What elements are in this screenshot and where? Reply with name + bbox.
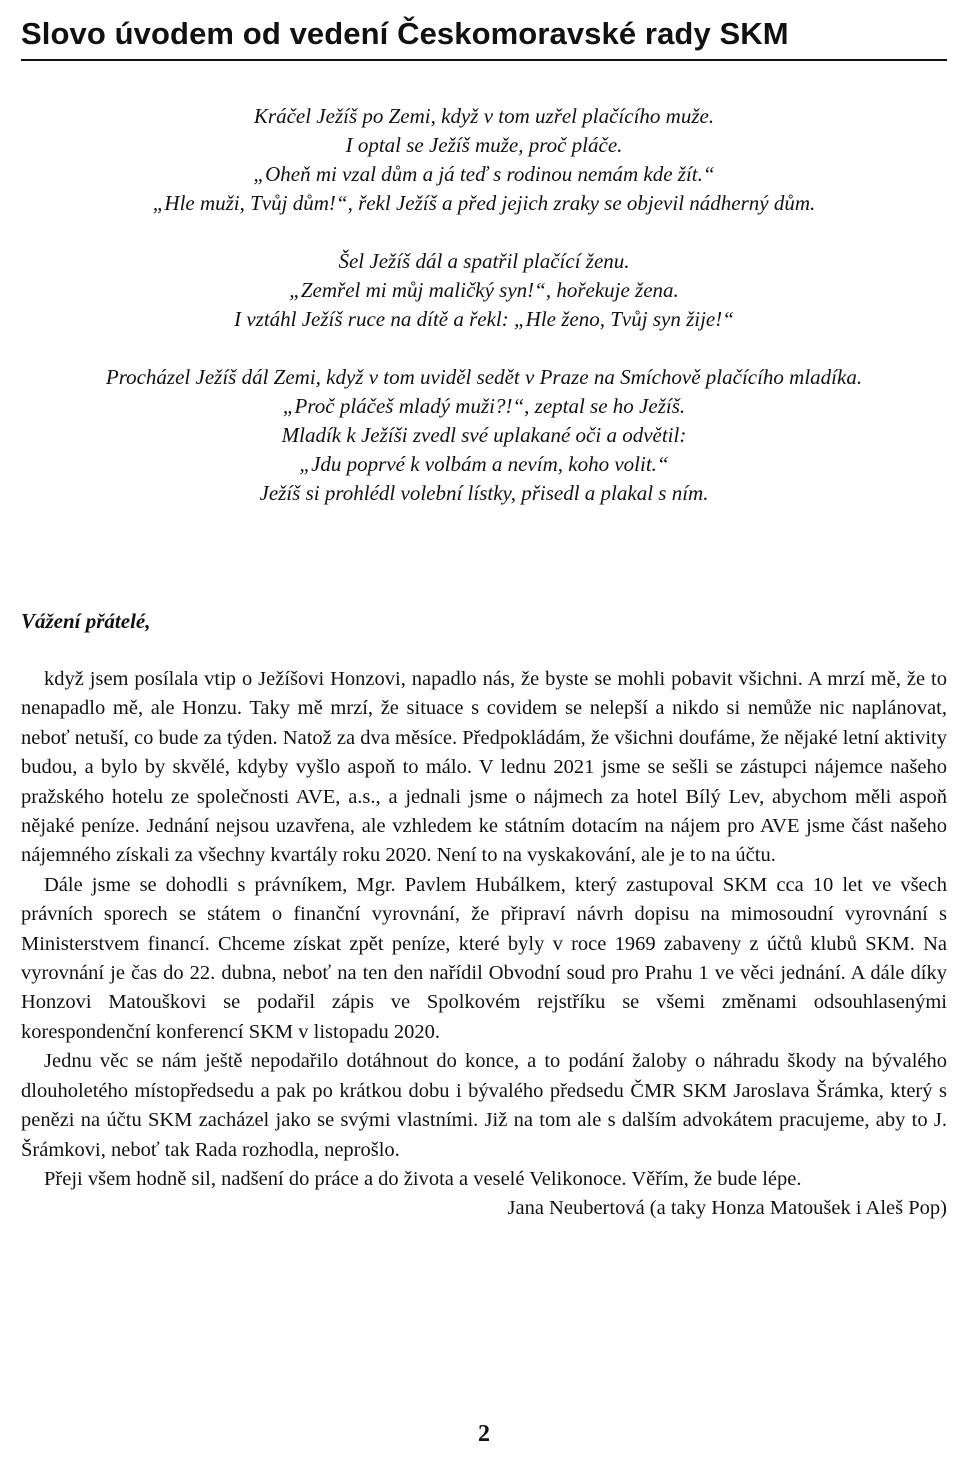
poem-line: „Oheň mi vzal dům a já teď s rodinou nemám kde žít.“ [253, 162, 715, 186]
poem [21, 102, 947, 537]
page-number: 2 [478, 1421, 490, 1447]
poem-stanza-1 [21, 102, 947, 218]
letter-paragraph: když jsem posílala vtip o Ježíšovi Honzovi, napadlo nás, že byste se mohli pobavit všichni. A mrzí mě, že to nenapadlo mě, ale Honzu. Taky mě mrzí, že situace s covidem se nelepší a nikdo si nemůže nic naplánovat, neboť netuší, co bude za týden. Natož za dva měsíce. Předpokládám, že všichni doufáme, že nějaké letní aktivity budou, a bylo by skvělé, kdyby vyšlo aspoň to málo. V lednu 2021 jsme se sešli se zástupci nájemce našeho pražského hotelu ze společnosti AVE, a.s., a jednali jsme o nájmech za hotel Bílý Lev, abychom měli aspoň nějaké peníze. Jednání nejsou uzavřena, ale vzhledem ke státním dotacím na nájem pro AVE jsme část našeho nájemného získali za všechny kvartály roku 2020. Není to na vyskakování, ale je to na účtu. [21, 668, 947, 867]
poem-stanza-3 [21, 363, 947, 508]
poem-line: I optal se Ježíš muže, proč pláče. [345, 133, 623, 157]
letter-signature: Jana Neubertová (a taky Honza Matoušek i Aleš Pop) [507, 1197, 947, 1220]
poem-line: „Zemřel mi můj maličký syn!“, hořekuje žena. [289, 278, 679, 302]
page-title: Slovo úvodem od vedení Českomoravské rady SKM [21, 16, 789, 51]
letter-paragraph: Přeji všem hodně sil, nadšení do práce a do života a veselé Velikonoce. Věřím, že bude lépe. [44, 1167, 802, 1190]
poem-line: I vztáhl Ježíš ruce na dítě a řekl: „Hle ženo, Tvůj syn žije!“ [234, 307, 734, 331]
poem-line: „Jdu poprvé k volbám a nevím, koho volit.“ [299, 452, 669, 476]
poem-stanza-2 [21, 247, 947, 334]
letter-salutation: Vážení přátelé, [21, 609, 151, 633]
poem-line: „Hle muži, Tvůj dům!“, řekl Ježíš a před jejich zraky se objevil nádherný dům. [152, 191, 816, 215]
poem-line: Mladík k Ježíši zvedl své uplakané oči a odvětil: [281, 423, 687, 447]
poem-line: „Proč pláčeš mladý muži?!“, zeptal se ho Ježíš. [282, 394, 686, 418]
letter-paragraph: Dále jsme se dohodli s právníkem, Mgr. Pavlem Hubálkem, který zastupoval SKM cca 10 let ve všech právních sporech se státem o finanční vyrovnání, že připraví návrh dopisu na mimosoudní vyrovnání s Ministerstvem financí. Chceme získat zpět peníze, které byly v roce 1969 zabaveny z účtů klubů SKM. Na vyrovnání je čas do 22. dubna, neboť na ten den nařídil Obvodní soud pro Prahu 1 ve věci jednání. A dále díky Honzovi Matouškovi se podařil zápis ve Spolkovém rejstříku se všemi změnami odsouhlasenými korespondenční konferencí SKM v listopadu 2020. [21, 873, 947, 1043]
title-underline [21, 59, 947, 61]
letter-body [21, 665, 947, 1224]
letter-paragraph: Jednu věc se nám ještě nepodařilo dotáhnout do konce, a to podání žaloby o náhradu škody na bývalého dlouholetého místopředsedu a pak po krátkou dobu i bývalého předsedu ČMR SKM Jaroslava Šrámka, který s penězi na účtu SKM zacházel jako se svými vlastními. Již na tom ale s dalším advokátem pracujeme, aby to J. Šrámkovi, neboť tak Rada rozhodla, neprošlo. [21, 1050, 947, 1161]
document-page [21, 0, 947, 1477]
poem-line: Ježíš si prohlédl volební lístky, přisedl a plakal s ním. [259, 481, 709, 505]
poem-line: Kráčel Ježíš po Zemi, když v tom uzřel plačícího muže. [253, 104, 715, 128]
poem-line: Šel Ježíš dál a spatřil plačící ženu. [338, 249, 630, 273]
poem-line: Procházel Ježíš dál Zemi, když v tom uviděl sedět v Praze na Smíchově plačícího mladíka. [105, 365, 863, 389]
